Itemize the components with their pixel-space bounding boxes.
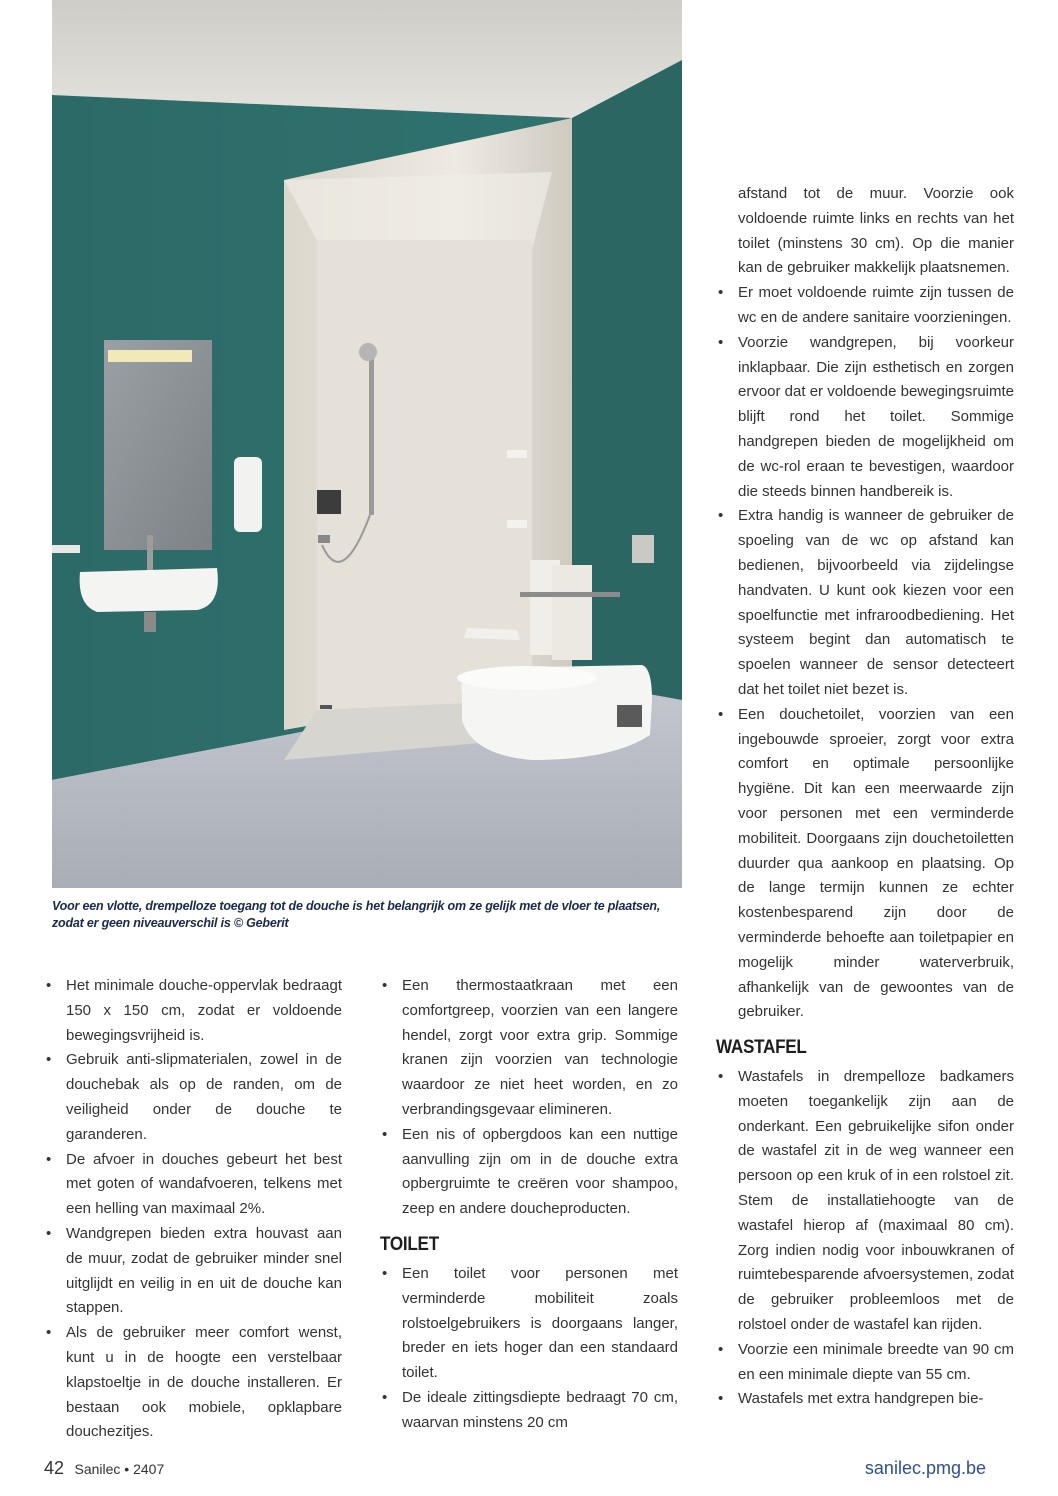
section-heading-toilet: TOILET — [380, 1233, 439, 1255]
list-item: • Er moet voldoende ruimte zijn tussen de wc en de andere sanitaire voorzieningen. — [716, 281, 1014, 331]
column-3 — [716, 182, 1014, 1412]
publication-issue: Sanilec • 2407 — [74, 1461, 165, 1477]
website-link[interactable]: sanilec.pmg.be — [864, 1458, 986, 1478]
list-item: • Wastafels in drempelloze badkamers moeten toegankelijk zijn aan de onderkant. Een gebruikelijke sifon onder de wastafel zit in de weg wanneer een persoon op een kruk of in een rolstoel zit. Stem de installatiehoogte van de wastafel hierop af (maximaal 80 cm). Zorg indien nodig voor inbouwkranen of ruimtebesparende afvoersystemen, zodat de gebruiker probleemloos met de rolstoel onder de wastafel kan rijden. — [716, 1065, 1014, 1338]
list-item: • Voorzie wandgrepen, bij voorkeur inklapbaar. Die zijn esthetisch en zorgen ervoor dat er voldoende bewegingsruimte blijft rond het toilet. Sommige handgrepen bieden de mogelijkheid om de wc-rol eraan te bevestigen, waardoor die steeds binnen handbereik is. — [716, 331, 1014, 505]
list-item: • Een thermostaatkraan met een comfortgreep, voorzien van een langere hendel, zorgt voor extra grip. Sommige kranen zijn voorzien van technologie waardoor ze niet heet worden, en zo verbrandingsgevaar elimineren. — [380, 974, 678, 1123]
section-heading-wastafel: WASTAFEL — [716, 1037, 807, 1059]
page-footer-left — [44, 1458, 164, 1479]
list-item: • Extra handig is wanneer de gebruiker de spoeling van de wc op afstand kan bedienen, bijvoorbeeld via zijdelingse handvaten. U kunt ook kiezen voor een spoelfunctie met infraroodbediening. Het systeem begint dan automatisch te spoelen wanneer de sensor detecteert dat het toilet niet bezet is. — [716, 504, 1014, 702]
shower-tips-list — [44, 974, 342, 1445]
list-item: • Het minimale douche-oppervlak bedraagt 150 x 150 cm, zodat er voldoende bewegingsvrijheid is. — [44, 974, 342, 1048]
toilet-tips-list — [380, 1262, 678, 1436]
list-item: • Een douchetoilet, voorzien van een ingebouwde sproeier, zorgt voor extra comfort en optimale persoonlijke hygiëne. Dit kan een meerwaarde zijn voor personen met een verminderde mobiliteit. Doorgaans zijn douchetoiletten duurder qua aankoop en plaatsing. Op de lange termijn kunnen ze echter kostenbesparend zijn door de verminderde behoefte aan toiletpapier en mogelijk minder waterverbruik, afhankelijk van de gewoontes van de gebruiker. — [716, 703, 1014, 1025]
list-item: • Wandgrepen bieden extra houvast aan de muur, zodat de gebruiker minder snel uitglijdt en veilig in en uit de douche kan stappen. — [44, 1222, 342, 1321]
page-number: 42 — [44, 1458, 65, 1478]
list-item: • De ideale zittingsdiepte bedraagt 70 cm, waarvan minstens 20 cm — [380, 1386, 678, 1436]
bathroom-illustration — [52, 0, 682, 888]
list-item: • Wastafels met extra handgrepen bie- — [716, 1387, 1014, 1412]
photo-caption: Voor een vlotte, drempelloze toegang tot de douche is het belangrijk om ze gelijk met de vloer te plaatsen, zodat er geen niveauverschil is © Geberit — [52, 899, 661, 930]
list-item: • Een toilet voor personen met verminderde mobiliteit zoals rolstoelgebruikers is doorgaans langer, breder en iets hoger dan een standaard toilet. — [380, 1262, 678, 1386]
continued-paragraph: afstand tot de muur. Voorzie ook voldoende ruimte links en rechts van het toilet (minstens 30 cm). Op die manier kan de gebruiker makkelijk plaatsnemen. — [738, 185, 1014, 277]
shower-tips-list-continued — [380, 974, 678, 1222]
column-1 — [44, 974, 342, 1445]
toilet-tips-list-continued — [716, 281, 1014, 1025]
column-2 — [380, 974, 678, 1436]
list-item: • Een nis of opbergdoos kan een nuttige aanvulling zijn om in de douche extra opbergruimte te creëren voor shampoo, zeep en andere doucheproducten. — [380, 1123, 678, 1222]
wastafel-tips-list — [716, 1065, 1014, 1412]
list-item: • Als de gebruiker meer comfort wenst, kunt u in de hoogte een verstelbaar klapstoeltje in de douche installeren. Er bestaan ook mobiele, opklapbare douchezitjes. — [44, 1321, 342, 1445]
list-item: • De afvoer in douches gebeurt het best met goten of wandafvoeren, telkens met een helling van maximaal 2%. — [44, 1148, 342, 1222]
list-item: • Gebruik anti-slipmaterialen, zowel in de douchebak als op de randen, om de veiligheid onder de douche te garanderen. — [44, 1048, 342, 1147]
list-item: • Voorzie een minimale breedte van 90 cm en een minimale diepte van 55 cm. — [716, 1338, 1014, 1388]
bathroom-photo — [52, 0, 682, 888]
